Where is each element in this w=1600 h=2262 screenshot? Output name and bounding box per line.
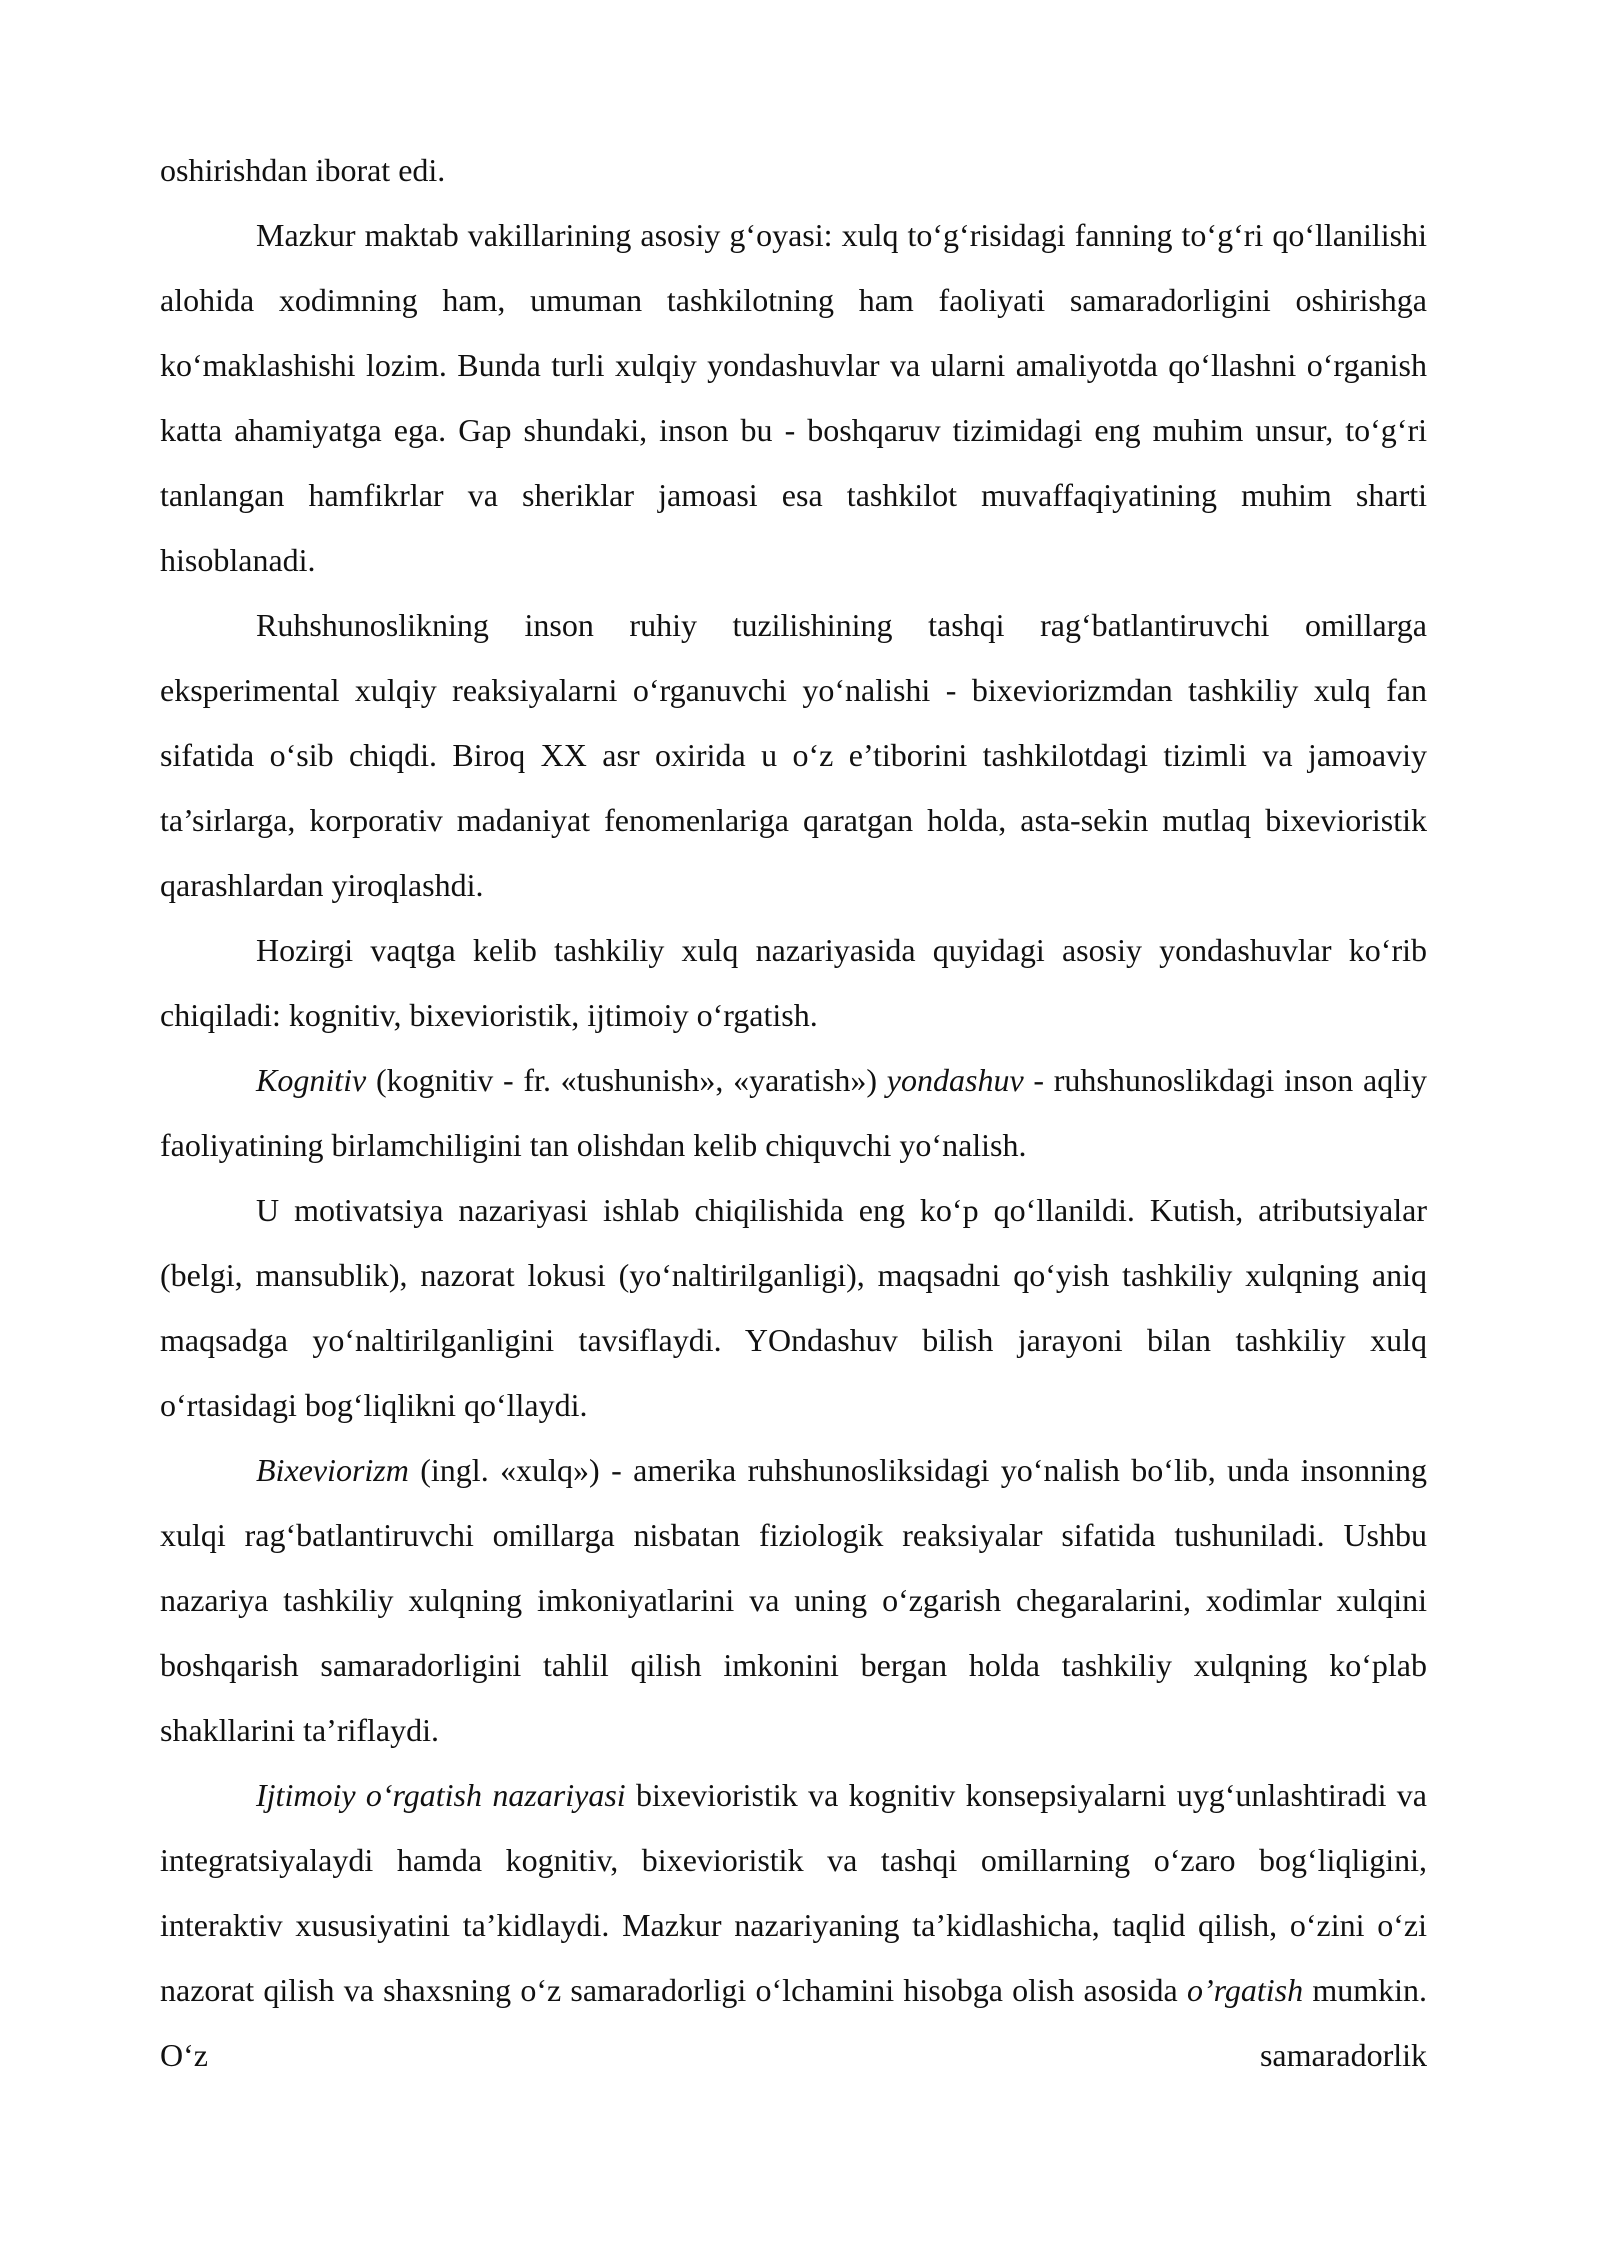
paragraph-cognitive (160, 1048, 1427, 1178)
cognitive-definition-mid: (kognitiv - fr. «tushunish», «yaratish») (366, 1062, 887, 1098)
term-teaching: o’rgatish (1186, 1972, 1304, 2008)
document-page (160, 138, 1427, 2088)
paragraph-behaviorism (160, 1438, 1427, 1763)
cognitive-definition-rest: - ruhshunoslikdagi inson aqliy faoliyatining birlamchiligini tan olishdan kelib chiquvchi yo‘nalish. (160, 1062, 1428, 1163)
social-learning-rest: mumkin. O‘z samaradorlik (160, 1972, 1428, 2073)
term-social-learning: Ijtimoiy o‘rgatish nazariyasi (256, 1777, 626, 1813)
paragraph-psychology-origin: Ruhshunoslikning inson ruhiy tuzilishining tashqi rag‘batlantiruvchi omillarga eksperimental xulqiy reaksiyalarni o‘rganuvchi yo‘nalishi - bixeviorizmdan tashkiliy xulq fan sifatida o‘sib chiqdi. Biroq XX asr oxirida u o‘z e’tiborini tashkilotdagi tizimli va jamoaviy ta’sirlarga, korporativ madaniyat fenomenlariga qaratgan holda, asta-sekin mutlaq bixevioristik qarashlardan yiroqlashdi. (160, 607, 1427, 903)
term-cognitive: Kognitiv (256, 1062, 367, 1098)
paragraph-school-idea: Mazkur maktab vakillarining asosiy g‘oyasi: xulq to‘g‘risidagi fanning to‘g‘ri qo‘llanilishi alohida xodimning ham, umuman tashkilotning ham faoliyati samaradorligini oshirishga ko‘maklashishi lozim. Bunda turli xulqiy yondashuvlar va ularni amaliyotda qo‘llashni o‘rganish katta ahamiyatga ega. Gap shundaki, inson bu - boshqaruv tizimidagi eng muhim unsur, to‘g‘ri tanlangan hamfikrlar va sheriklar jamoasi esa tashkilot muvaffaqiyatining muhim sharti hisoblanadi. (160, 217, 1427, 578)
paragraph-approaches: Hozirgi vaqtga kelib tashkiliy xulq nazariyasida quyidagi asosiy yondashuvlar ko‘rib chiqiladi: kognitiv, bixevioristik, ijtimoiy o‘rgatish. (160, 932, 1427, 1033)
paragraph-continuation: oshirishdan iborat edi. (160, 152, 446, 188)
term-approach: yondashuv (886, 1062, 1024, 1098)
paragraph-motivation: U motivatsiya nazariyasi ishlab chiqilishida eng ko‘p qo‘llanildi. Kutish, atributsiyalar (belgi, mansublik), nazorat lokusi (yo‘naltirilganligi), maqsadni qo‘yish tashkiliy xulqning aniq maqsadga yo‘naltirilganligini tavsiflaydi. YOndashuv bilish jarayoni bilan tashkiliy xulq o‘rtasidagi bog‘liqlikni qo‘llaydi. (160, 1192, 1427, 1423)
behaviorism-definition: (ingl. «xulq») - amerika ruhshunosliksidagi yo‘nalish bo‘lib, unda insonning xulqi rag‘batlantiruvchi omillarga nisbatan fiziologik reaksiyalar sifatida tushuniladi. Ushbu nazariya tashkiliy xulqning imkoniyatlarini va uning o‘zgarish chegaralarini, xodimlar xulqini boshqarish samaradorligini tahlil qilish imkonini bergan holda tashkiliy xulqning ko‘plab shakllarini ta’riflaydi. (160, 1452, 1427, 1748)
paragraph-social-learning (160, 1763, 1427, 2088)
term-behaviorism: Bixeviorizm (256, 1452, 409, 1488)
social-learning-definition: bixevioristik va kognitiv konsepsiyalarni uyg‘unlashtiradi va integratsiyalaydi hamda kognitiv, bixevioristik va tashqi omillarning o‘zaro bog‘liqligini, interaktiv xususiyatini ta’kidlaydi. Mazkur nazariyaning ta’kidlashicha, taqlid qilish, o‘zini o‘zi nazorat qilish va shaxsning o‘z samaradorligi o‘lchamini hisobga olish asosida (160, 1777, 1428, 2008)
